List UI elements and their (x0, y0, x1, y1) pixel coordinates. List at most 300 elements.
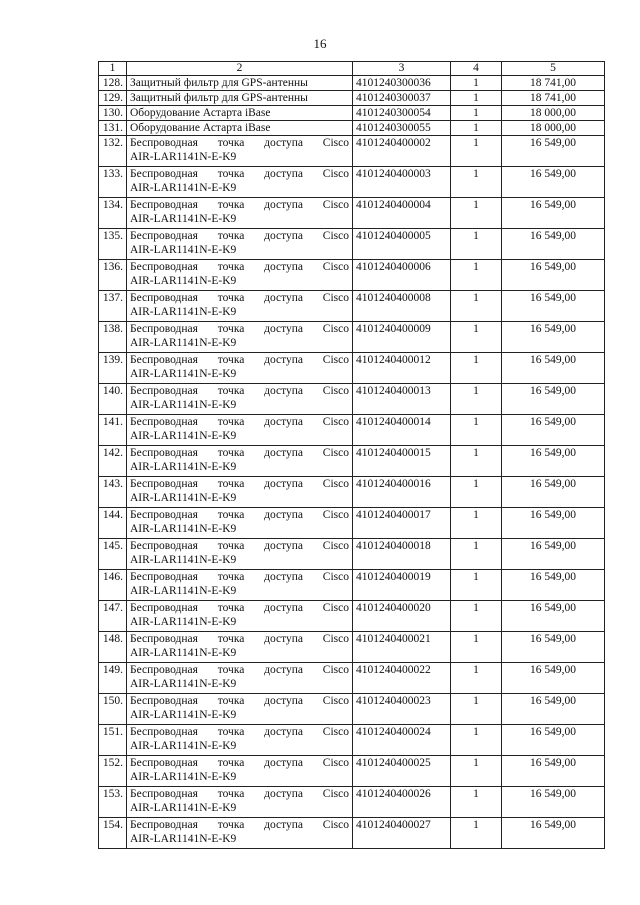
item-name-word: Cisco (322, 664, 349, 676)
inventory-code: 4101240300054 (353, 106, 451, 121)
item-name (127, 818, 353, 849)
item-name-word: точка (217, 230, 245, 242)
column-header: 1 (99, 62, 127, 76)
item-name-word: Cisco (322, 137, 349, 149)
amount: 16 549,00 (502, 663, 605, 694)
item-name-word: доступа (264, 447, 303, 459)
quantity: 1 (451, 106, 502, 121)
item-name: Защитный фильтр для GPS-антенны (127, 91, 353, 106)
item-name-word: Cisco (322, 509, 349, 521)
row-number: 137. (99, 291, 127, 322)
quantity: 1 (451, 121, 502, 136)
item-name (127, 694, 353, 725)
item-name-line2: AIR-LAR1141N-E-K9 (130, 368, 237, 380)
row-number: 130. (99, 106, 127, 121)
row-number: 142. (99, 446, 127, 477)
inventory-code: 4101240400020 (353, 601, 451, 632)
inventory-code: 4101240400012 (353, 353, 451, 384)
quantity: 1 (451, 694, 502, 725)
inventory-code: 4101240400014 (353, 415, 451, 446)
quantity: 1 (451, 167, 502, 198)
item-name-word: Cisco (322, 540, 349, 552)
inventory-code: 4101240400021 (353, 632, 451, 663)
inventory-code: 4101240400013 (353, 384, 451, 415)
item-name-line1 (130, 663, 349, 677)
item-name-word: доступа (264, 757, 303, 769)
inventory-code: 4101240400016 (353, 477, 451, 508)
amount: 16 549,00 (502, 229, 605, 260)
table-row (99, 725, 605, 756)
item-name-line1 (130, 477, 349, 491)
row-number: 129. (99, 91, 127, 106)
item-name (127, 353, 353, 384)
row-number: 150. (99, 694, 127, 725)
item-name-line1 (130, 136, 349, 150)
quantity: 1 (451, 291, 502, 322)
inventory-code: 4101240400008 (353, 291, 451, 322)
column-header: 5 (502, 62, 605, 76)
amount: 16 549,00 (502, 415, 605, 446)
quantity: 1 (451, 91, 502, 106)
quantity: 1 (451, 818, 502, 849)
row-number: 147. (99, 601, 127, 632)
item-name-word: Беспроводная (130, 571, 198, 583)
item-name-word: доступа (264, 695, 303, 707)
page-number: 16 (313, 36, 327, 51)
inventory-code: 4101240300037 (353, 91, 451, 106)
item-name (127, 787, 353, 818)
item-name-word: доступа (264, 726, 303, 738)
table-row (99, 508, 605, 539)
item-name-word: Cisco (322, 447, 349, 459)
amount: 16 549,00 (502, 508, 605, 539)
table-header-row (99, 62, 605, 76)
amount: 16 549,00 (502, 446, 605, 477)
item-name-word: точка (217, 416, 245, 428)
amount: 16 549,00 (502, 570, 605, 601)
table-row (99, 787, 605, 818)
item-name-word: точка (217, 819, 245, 831)
item-name-line2: AIR-LAR1141N-E-K9 (130, 151, 237, 163)
quantity: 1 (451, 725, 502, 756)
item-name-line2: AIR-LAR1141N-E-K9 (130, 647, 237, 659)
item-name: Оборудование Астарта iBase (127, 121, 353, 136)
item-name-word: Cisco (322, 199, 349, 211)
item-name-word: точка (217, 509, 245, 521)
item-name-line1 (130, 508, 349, 522)
row-number: 139. (99, 353, 127, 384)
item-name-word: доступа (264, 540, 303, 552)
table-row (99, 818, 605, 849)
item-name-word: Беспроводная (130, 478, 198, 490)
item-name-word: Беспроводная (130, 664, 198, 676)
item-name-line2: AIR-LAR1141N-E-K9 (130, 678, 237, 690)
table-row (99, 384, 605, 415)
item-name-word: точка (217, 478, 245, 490)
inventory-code: 4101240400026 (353, 787, 451, 818)
item-name-word: Cisco (322, 261, 349, 273)
item-name-line2: AIR-LAR1141N-E-K9 (130, 275, 237, 287)
item-name-line2: AIR-LAR1141N-E-K9 (130, 740, 237, 752)
quantity: 1 (451, 229, 502, 260)
row-number: 132. (99, 136, 127, 167)
inventory-table (98, 61, 605, 849)
item-name-word: Беспроводная (130, 726, 198, 738)
item-name-word: точка (217, 292, 245, 304)
item-name (127, 260, 353, 291)
item-name-word: точка (217, 695, 245, 707)
item-name-word: Cisco (322, 602, 349, 614)
quantity: 1 (451, 787, 502, 818)
table-row (99, 570, 605, 601)
item-name-line1 (130, 291, 349, 305)
inventory-code: 4101240400023 (353, 694, 451, 725)
amount: 18 000,00 (502, 106, 605, 121)
item-name-word: доступа (264, 292, 303, 304)
row-number: 148. (99, 632, 127, 663)
item-name-line2: AIR-LAR1141N-E-K9 (130, 709, 237, 721)
item-name-word: доступа (264, 137, 303, 149)
row-number: 131. (99, 121, 127, 136)
row-number: 146. (99, 570, 127, 601)
item-name-word: точка (217, 726, 245, 738)
amount: 16 549,00 (502, 198, 605, 229)
quantity: 1 (451, 136, 502, 167)
table-row (99, 291, 605, 322)
item-name-line1 (130, 725, 349, 739)
item-name-line1 (130, 167, 349, 181)
item-name-word: доступа (264, 230, 303, 242)
item-name (127, 446, 353, 477)
item-name-word: точка (217, 664, 245, 676)
inventory-code: 4101240400015 (353, 446, 451, 477)
row-number: 145. (99, 539, 127, 570)
item-name-word: Беспроводная (130, 633, 198, 645)
amount: 16 549,00 (502, 787, 605, 818)
table-row (99, 106, 605, 121)
table-row (99, 694, 605, 725)
quantity: 1 (451, 353, 502, 384)
table-row (99, 415, 605, 446)
amount: 16 549,00 (502, 353, 605, 384)
amount: 18 000,00 (502, 121, 605, 136)
column-header: 4 (451, 62, 502, 76)
item-name (127, 539, 353, 570)
quantity: 1 (451, 632, 502, 663)
item-name-word: Беспроводная (130, 137, 198, 149)
table-row (99, 477, 605, 508)
item-name-word: доступа (264, 199, 303, 211)
item-name-word: точка (217, 137, 245, 149)
item-name-line1 (130, 601, 349, 615)
quantity: 1 (451, 260, 502, 291)
row-number: 135. (99, 229, 127, 260)
quantity: 1 (451, 322, 502, 353)
item-name-line1 (130, 198, 349, 212)
item-name-line2: AIR-LAR1141N-E-K9 (130, 802, 237, 814)
item-name (127, 508, 353, 539)
row-number: 143. (99, 477, 127, 508)
item-name-word: Беспроводная (130, 168, 198, 180)
item-name-word: Беспроводная (130, 385, 198, 397)
item-name-line1 (130, 756, 349, 770)
item-name-word: доступа (264, 602, 303, 614)
row-number: 133. (99, 167, 127, 198)
table-row (99, 198, 605, 229)
quantity: 1 (451, 384, 502, 415)
item-name (127, 756, 353, 787)
item-name-word: Cisco (322, 323, 349, 335)
item-name: Защитный фильтр для GPS-антенны (127, 76, 353, 91)
table-row (99, 663, 605, 694)
item-name-line2: AIR-LAR1141N-E-K9 (130, 461, 237, 473)
quantity: 1 (451, 756, 502, 787)
item-name-word: точка (217, 447, 245, 459)
item-name-line1 (130, 229, 349, 243)
quantity: 1 (451, 601, 502, 632)
table-row (99, 167, 605, 198)
item-name-word: Беспроводная (130, 230, 198, 242)
column-header: 3 (353, 62, 451, 76)
inventory-code: 4101240400009 (353, 322, 451, 353)
table-row (99, 353, 605, 384)
table-row (99, 756, 605, 787)
item-name-line1 (130, 384, 349, 398)
quantity: 1 (451, 477, 502, 508)
amount: 16 549,00 (502, 756, 605, 787)
item-name-word: Cisco (322, 292, 349, 304)
table-row (99, 229, 605, 260)
inventory-code: 4101240400027 (353, 818, 451, 849)
item-name-line1 (130, 260, 349, 274)
item-name-line1 (130, 353, 349, 367)
table-row (99, 322, 605, 353)
item-name-word: Беспроводная (130, 602, 198, 614)
quantity: 1 (451, 415, 502, 446)
item-name-word: Беспроводная (130, 447, 198, 459)
inventory-code: 4101240400024 (353, 725, 451, 756)
row-number: 152. (99, 756, 127, 787)
amount: 18 741,00 (502, 76, 605, 91)
item-name-word: доступа (264, 261, 303, 273)
item-name-line1 (130, 818, 349, 832)
item-name-line2: AIR-LAR1141N-E-K9 (130, 306, 237, 318)
item-name-word: Cisco (322, 478, 349, 490)
item-name-word: точка (217, 199, 245, 211)
table-row (99, 91, 605, 106)
item-name-word: точка (217, 540, 245, 552)
item-name-line2: AIR-LAR1141N-E-K9 (130, 492, 237, 504)
item-name (127, 415, 353, 446)
row-number: 141. (99, 415, 127, 446)
table-row (99, 446, 605, 477)
item-name-line1 (130, 694, 349, 708)
item-name-word: доступа (264, 478, 303, 490)
quantity: 1 (451, 570, 502, 601)
item-name-word: Cisco (322, 633, 349, 645)
item-name (127, 291, 353, 322)
item-name (127, 322, 353, 353)
item-name-word: Беспроводная (130, 509, 198, 521)
quantity: 1 (451, 446, 502, 477)
item-name-word: Беспроводная (130, 416, 198, 428)
item-name-line2: AIR-LAR1141N-E-K9 (130, 523, 237, 535)
inventory-code: 4101240400006 (353, 260, 451, 291)
quantity: 1 (451, 76, 502, 91)
item-name-word: Беспроводная (130, 788, 198, 800)
amount: 16 549,00 (502, 322, 605, 353)
item-name (127, 167, 353, 198)
item-name-line2: AIR-LAR1141N-E-K9 (130, 213, 237, 225)
item-name-line2: AIR-LAR1141N-E-K9 (130, 554, 237, 566)
item-name-word: доступа (264, 354, 303, 366)
item-name (127, 229, 353, 260)
row-number: 151. (99, 725, 127, 756)
table-row (99, 76, 605, 91)
quantity: 1 (451, 198, 502, 229)
amount: 18 741,00 (502, 91, 605, 106)
item-name-line1 (130, 446, 349, 460)
amount: 16 549,00 (502, 818, 605, 849)
item-name-word: Беспроводная (130, 757, 198, 769)
item-name-word: точка (217, 385, 245, 397)
item-name-word: Беспроводная (130, 261, 198, 273)
row-number: 144. (99, 508, 127, 539)
row-number: 136. (99, 260, 127, 291)
inventory-code: 4101240300036 (353, 76, 451, 91)
item-name-word: Беспроводная (130, 199, 198, 211)
amount: 16 549,00 (502, 136, 605, 167)
item-name-word: Беспроводная (130, 323, 198, 335)
item-name-word: точка (217, 323, 245, 335)
item-name-word: точка (217, 168, 245, 180)
item-name-word: точка (217, 571, 245, 583)
item-name-word: Cisco (322, 416, 349, 428)
item-name-word: Беспроводная (130, 292, 198, 304)
row-number: 138. (99, 322, 127, 353)
item-name-word: доступа (264, 664, 303, 676)
inventory-code: 4101240400005 (353, 229, 451, 260)
item-name-line2: AIR-LAR1141N-E-K9 (130, 771, 237, 783)
quantity: 1 (451, 539, 502, 570)
item-name-line2: AIR-LAR1141N-E-K9 (130, 399, 237, 411)
item-name-word: Cisco (322, 757, 349, 769)
amount: 16 549,00 (502, 725, 605, 756)
item-name-word: Cisco (322, 819, 349, 831)
item-name-line1 (130, 632, 349, 646)
inventory-code: 4101240400017 (353, 508, 451, 539)
amount: 16 549,00 (502, 694, 605, 725)
item-name (127, 725, 353, 756)
item-name (127, 384, 353, 415)
item-name-word: Беспроводная (130, 540, 198, 552)
item-name-word: Cisco (322, 788, 349, 800)
inventory-code: 4101240400019 (353, 570, 451, 601)
item-name-word: доступа (264, 788, 303, 800)
inventory-code: 4101240400004 (353, 198, 451, 229)
inventory-code: 4101240400003 (353, 167, 451, 198)
item-name (127, 601, 353, 632)
amount: 16 549,00 (502, 632, 605, 663)
item-name-word: доступа (264, 819, 303, 831)
item-name-line1 (130, 322, 349, 336)
item-name-word: Cisco (322, 168, 349, 180)
item-name-line2: AIR-LAR1141N-E-K9 (130, 616, 237, 628)
column-header: 2 (127, 62, 353, 76)
amount: 16 549,00 (502, 167, 605, 198)
item-name-word: доступа (264, 385, 303, 397)
item-name-line2: AIR-LAR1141N-E-K9 (130, 244, 237, 256)
table-row (99, 136, 605, 167)
item-name (127, 632, 353, 663)
item-name (127, 477, 353, 508)
item-name-line1 (130, 415, 349, 429)
table-row (99, 632, 605, 663)
table-row (99, 601, 605, 632)
table-row (99, 260, 605, 291)
item-name-word: Cisco (322, 726, 349, 738)
item-name-word: доступа (264, 168, 303, 180)
item-name-word: точка (217, 354, 245, 366)
item-name-line2: AIR-LAR1141N-E-K9 (130, 430, 237, 442)
item-name-word: точка (217, 788, 245, 800)
row-number: 128. (99, 76, 127, 91)
row-number: 149. (99, 663, 127, 694)
item-name-word: доступа (264, 509, 303, 521)
item-name (127, 570, 353, 601)
item-name-word: доступа (264, 323, 303, 335)
row-number: 134. (99, 198, 127, 229)
item-name (127, 136, 353, 167)
item-name-word: доступа (264, 416, 303, 428)
row-number: 153. (99, 787, 127, 818)
item-name-word: доступа (264, 571, 303, 583)
item-name-word: Cisco (322, 695, 349, 707)
row-number: 154. (99, 818, 127, 849)
item-name-word: точка (217, 602, 245, 614)
item-name: Оборудование Астарта iBase (127, 106, 353, 121)
item-name-word: Cisco (322, 354, 349, 366)
inventory-code: 4101240400002 (353, 136, 451, 167)
item-name-line1 (130, 570, 349, 584)
item-name-line2: AIR-LAR1141N-E-K9 (130, 182, 237, 194)
item-name-word: Cisco (322, 230, 349, 242)
item-name (127, 198, 353, 229)
item-name-word: точка (217, 757, 245, 769)
item-name-word: Беспроводная (130, 695, 198, 707)
item-name-word: Cisco (322, 571, 349, 583)
amount: 16 549,00 (502, 384, 605, 415)
table-row (99, 539, 605, 570)
inventory-code: 4101240400018 (353, 539, 451, 570)
item-name-line2: AIR-LAR1141N-E-K9 (130, 833, 237, 845)
amount: 16 549,00 (502, 477, 605, 508)
inventory-code: 4101240400025 (353, 756, 451, 787)
table-row (99, 121, 605, 136)
inventory-code: 4101240300055 (353, 121, 451, 136)
item-name (127, 663, 353, 694)
amount: 16 549,00 (502, 539, 605, 570)
amount: 16 549,00 (502, 260, 605, 291)
quantity: 1 (451, 663, 502, 694)
item-name-word: точка (217, 633, 245, 645)
item-name-word: точка (217, 261, 245, 273)
item-name-word: Беспроводная (130, 354, 198, 366)
item-name-line1 (130, 539, 349, 553)
item-name-word: Cisco (322, 385, 349, 397)
item-name-line1 (130, 787, 349, 801)
item-name-word: доступа (264, 633, 303, 645)
